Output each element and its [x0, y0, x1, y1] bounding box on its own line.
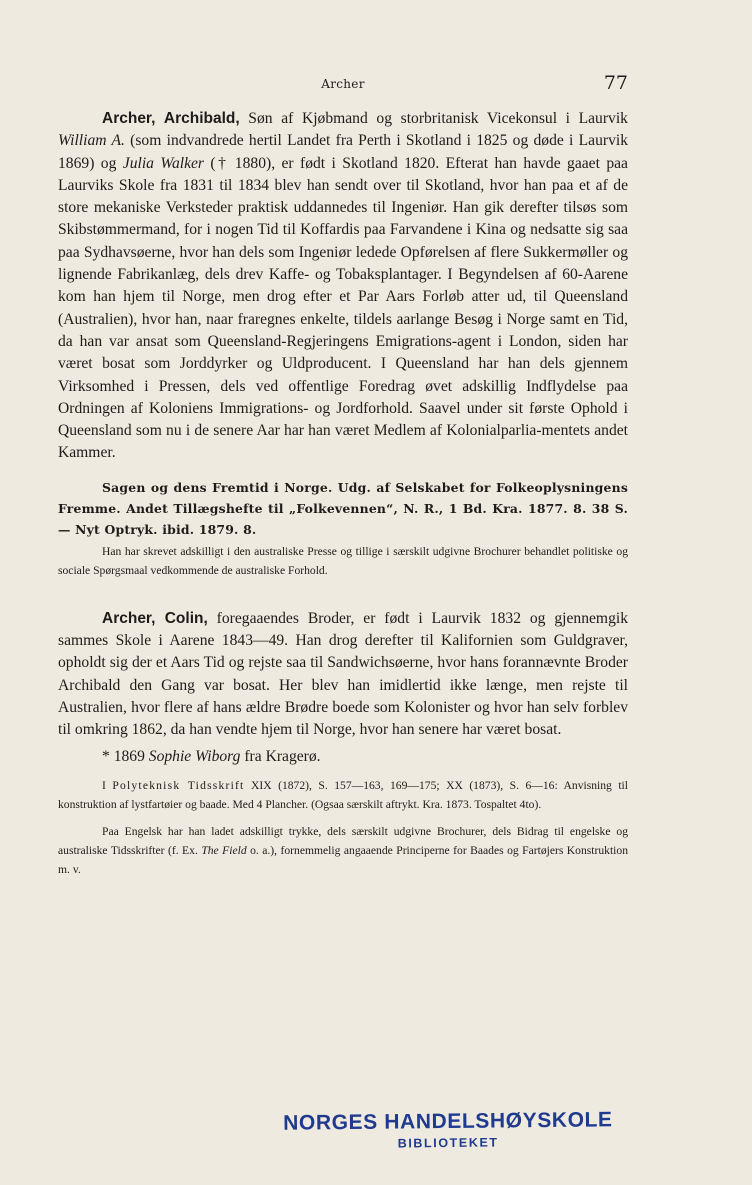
archibald-text-2: (som indvandrede hertil Landet fra Perth i Skotland i 1825 og døde i Laurvik 1869) og — [58, 132, 628, 172]
archibald-text-1: Søn af Kjøbmand og storbritanisk Vicekonsul i Laurvik — [239, 110, 628, 127]
father-name: William A. — [58, 132, 125, 150]
marriage-year: 1869 — [109, 747, 149, 765]
marriage-place: fra Kragerø. — [240, 747, 321, 765]
colin-heading: Archer, Colin, — [102, 609, 208, 627]
spouse-name: Sophie Wiborg — [148, 747, 241, 765]
archibald-entry — [58, 108, 628, 465]
ref-rest: XIX (1872), S. 157—163, 169—175; XX (1873), S. 6—16: Anvisning til konstruktion af lystfartøier og baade. Med 4 Plancher. (Ogsaa særskilt aftrykt. Kra. 1873. Tospaltet 4to). — [58, 778, 628, 811]
page-number: 77 — [603, 72, 628, 94]
colin-text: foregaaendes Broder, er født i Laurvik 1832 og gjennemgik sammes Skole i Aarene 1843—49. Han drog derefter til Kalifornien som Guldgraver, opholdt sig der et Aars Tid og rejste saa til Sandwichsøerne, hvor hans forannævnte Broder Archibald den Gang var bosat. Her blev han imidlertid ikke længe, men rejste til Australien, hvor flere af hans ældre Brødre boede som Kolonister og hvor han selv forblev til omkring 1862, da han vendte hjem til Norge, hvor han senere har været bosat. — [58, 609, 628, 739]
ref-prefix: I — [102, 778, 113, 792]
colin-note — [58, 822, 628, 879]
archibald-bibliography: Sagen og dens Fremtid i Norge. Udg. af Selskabet for Folkeoplysningens Fremme. Andet Tillægshefte til „Folkevennen“, N. R., 1 Bd. Kra. 1877. 8. 38 S. — Nyt Optryk. ibid. 1879. 8. — [58, 479, 628, 537]
colin-note-a: Paa Engelsk har han ladet adskilligt trykke, dels særskilt udgivne Brochurer, dels Bidrag til engelske og australiske Tidsskrifter (f. Ex. — [58, 824, 628, 857]
marriage-symbol: * — [102, 747, 110, 765]
stamp-line-2: BIBLIOTEKET — [397, 1135, 499, 1151]
library-stamp — [278, 1108, 618, 1152]
the-field: The Field — [201, 843, 247, 857]
ref-journal: Polyteknisk Tidsskrift — [112, 778, 245, 792]
stamp-line-1: NORGES HANDELSHØYSKOLE — [283, 1108, 613, 1135]
archibald-heading: Archer, Archibald, — [102, 110, 240, 127]
colin-entry — [58, 608, 628, 742]
colin-marriage — [58, 746, 628, 768]
archibald-text-3: († 1880), er født i Skotland 1820. Efterat han havde gaaet paa Laurviks Skole fra 1831 til 1834 blev han sendt over til Skotland, hvor han paa et af de store mekaniske Verksteder praktisk uddannedes til Ingeniør. Han gik derefter tilsøs som Skibstømmermand, for i nogen Tid til Koffardis paa Farvandene i Kina og nedsatte sig saa paa Sydhavsøerne, hvor han dels som Ingeniør ledede Opførelsen af flere Sukkermøller og lignende Fabrikanlæg, dels drev Kaffe- og Tobaksplantager. I Begyndelsen af 60-Aarene kom han hjem til Norge, men drog efter et Par Aars Forløb atter ud, til Queensland (Australien), hvor han, naar fraregnes enkelte, tildels aarlange Besøg i Norge samt en Tid, da han var ansat som Queensland-Regjeringens Emigrations-agent i London, siden har været bosat som Jorddyrker og Uldproducent. I Queensland har han dels gjennem Virksomhed i Pressen, dels ved offentlige Foredrag øvet adskillig Indflydelse paa Ordningen af Koloniens Immigrations- og Jordforhold. Saavel under sit første Ophold i Queensland som nu i de senere Aar har han været Medlem af Kolonialparlia-mentets andet Kammer. — [58, 154, 628, 462]
running-head — [58, 72, 628, 102]
running-head-title: Archer — [321, 77, 365, 91]
archibald-note: Han har skrevet adskilligt i den australiske Presse og tillige i særskilt udgivne Brochurer behandlet politiske og sociale Spørgsmaal vedkommende de australiske Forhold. — [58, 544, 628, 577]
colin-note-b: o. a.), fornemmelig angaaende Principerne for Baades og Fartøjers Konstruktion m. v. — [58, 843, 629, 876]
mother-name: Julia Walker — [122, 154, 204, 172]
colin-reference — [58, 776, 628, 814]
page-body — [58, 108, 628, 879]
